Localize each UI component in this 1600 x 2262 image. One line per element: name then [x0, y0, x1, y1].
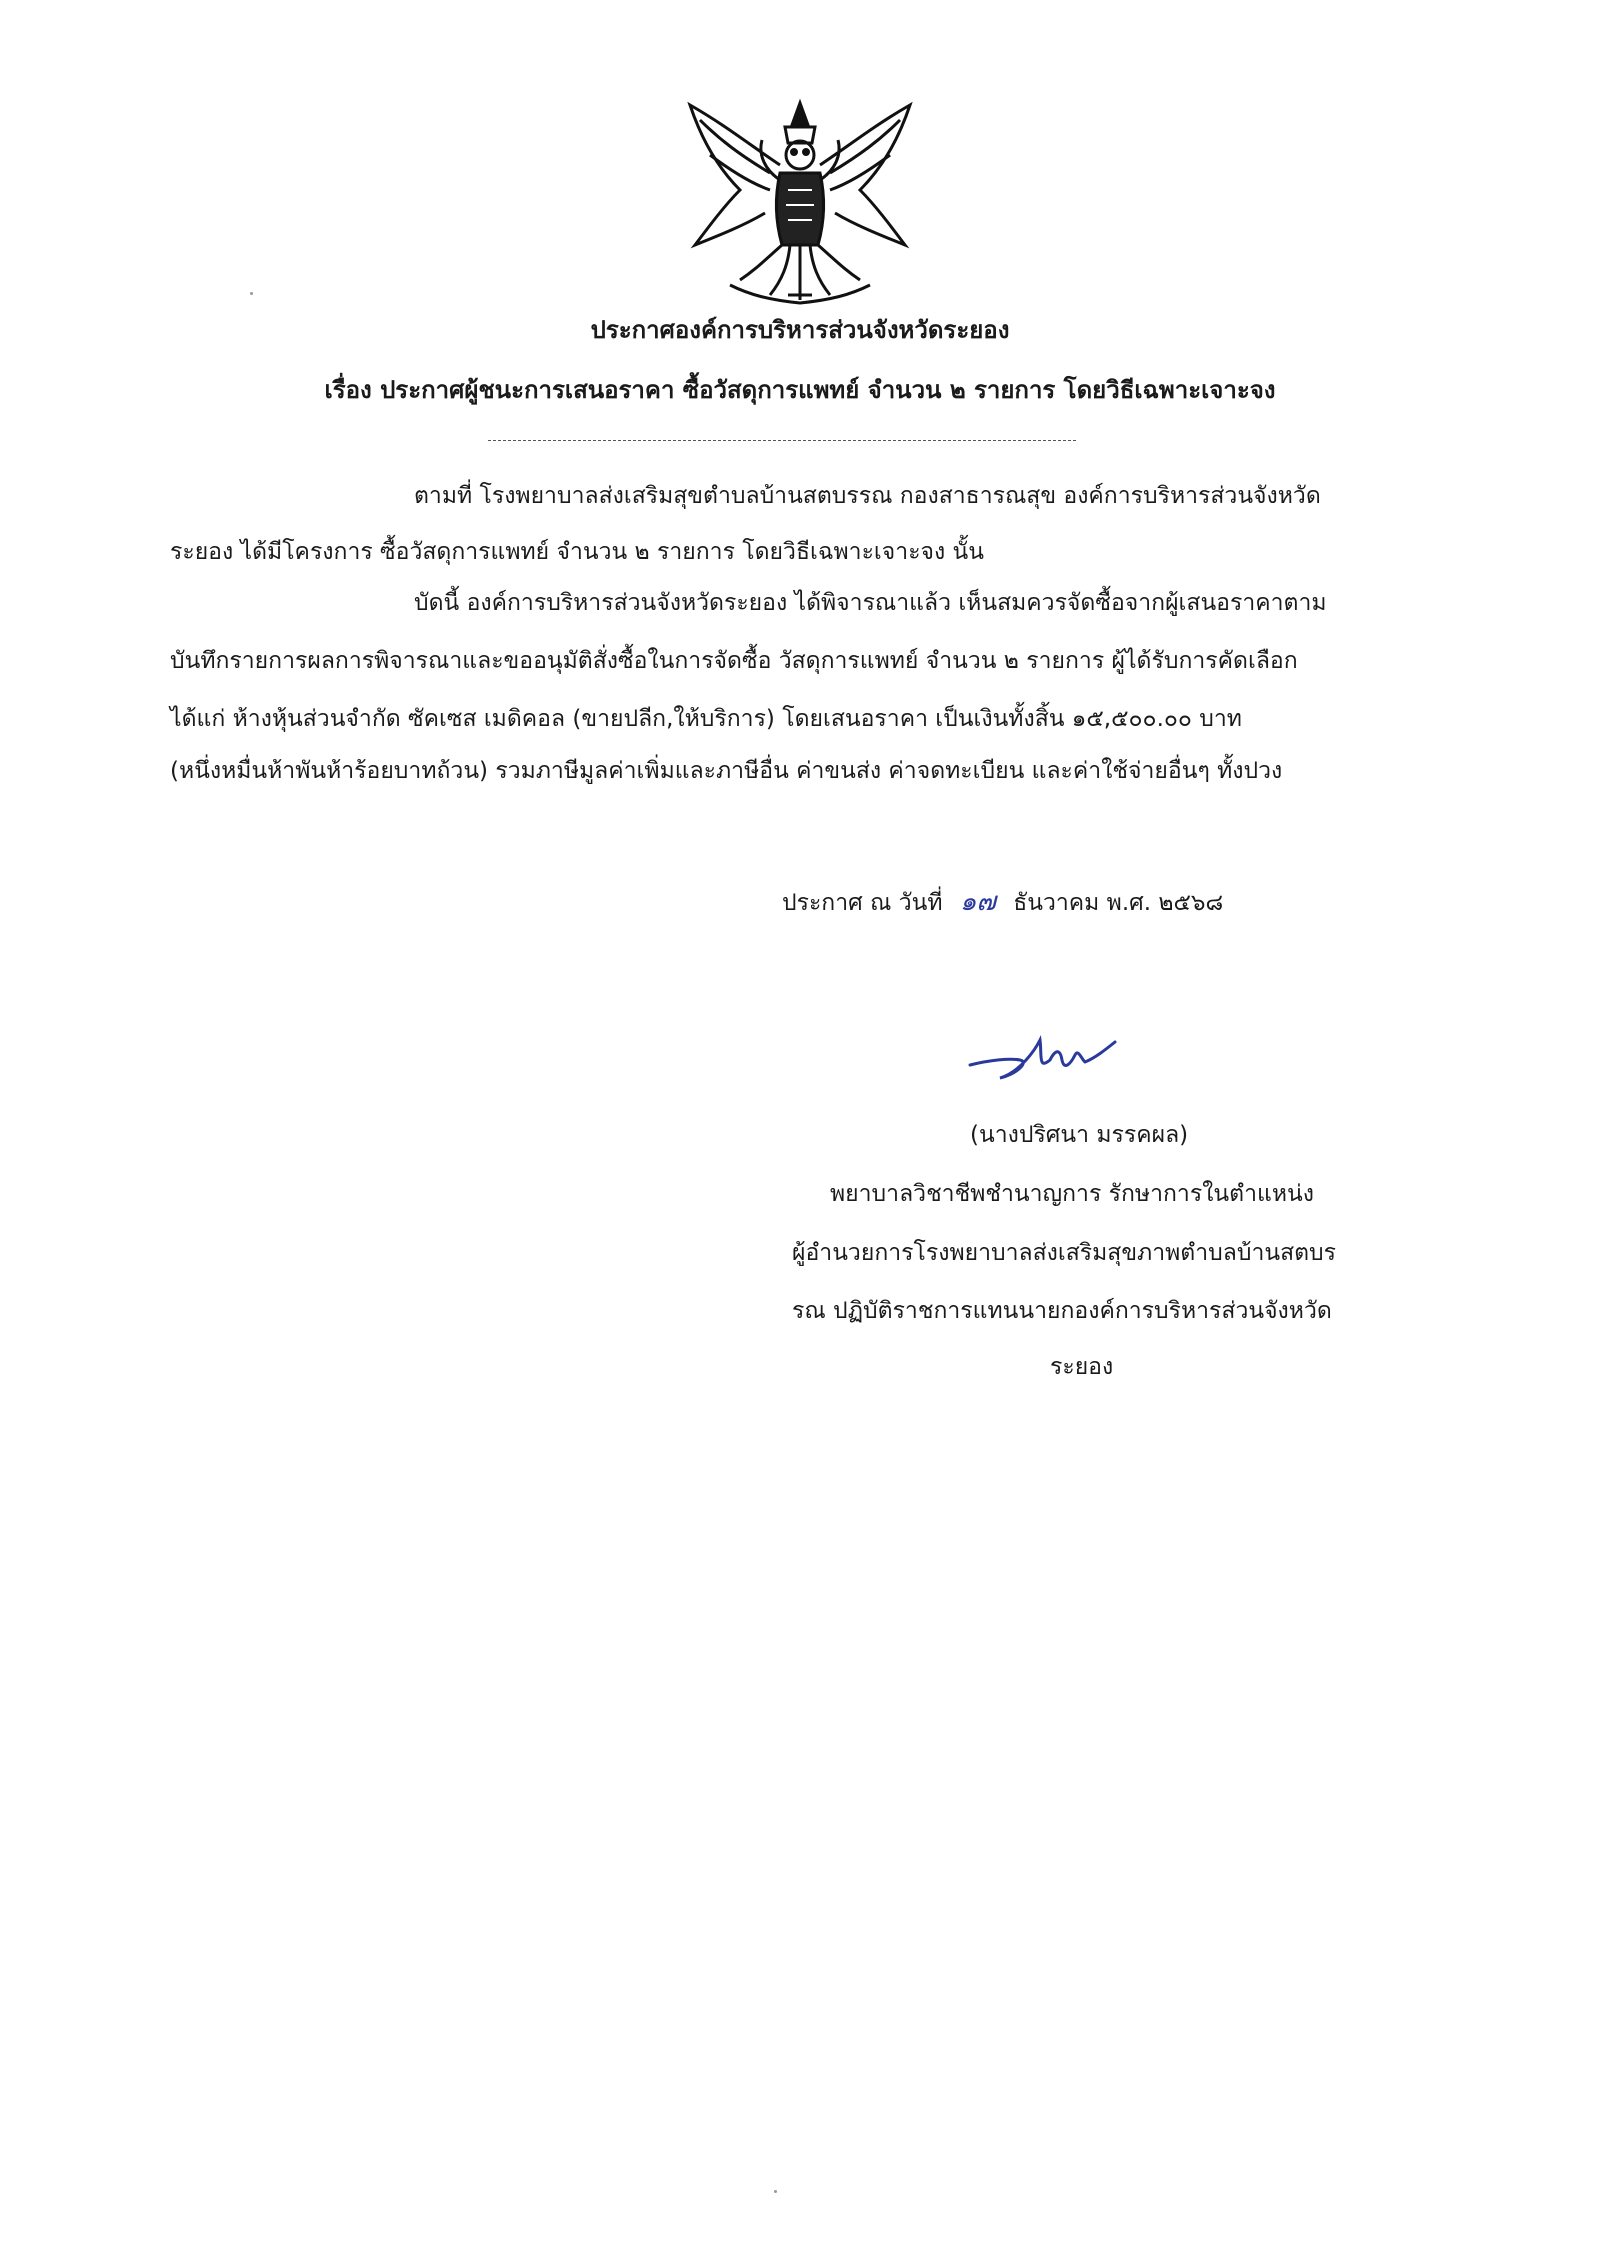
signatory-position-1: พยาบาลวิชาชีพชำนาญการ รักษาการในตำแหน่ง: [830, 1181, 1314, 1207]
announcement-date: [782, 889, 1223, 915]
body-line-4: บันทึกรายการผลการพิจารณาและขออนุมัติสั่งซื้อในการจัดซื้อ วัสดุการแพทย์ จำนวน ๒ รายการ ผู้ได้รับการคัดเลือก: [170, 648, 1298, 674]
org-title: ประกาศองค์การบริหารส่วนจังหวัดระยอง: [590, 316, 1010, 344]
body-line-5: ได้แก่ ห้างหุ้นส่วนจำกัด ซัคเซส เมดิคอล (ขายปลีก,ให้บริการ) โดยเสนอราคา เป็นเงินทั้งสิ้น ๑๕,๕๐๐.๐๐ บาท: [170, 706, 1242, 732]
garuda-emblem-icon: [670, 95, 930, 310]
signatory-position-2: ผู้อำนวยการโรงพยาบาลส่งเสริมสุขภาพตำบลบ้านสตบร: [792, 1240, 1337, 1266]
body-line-2: ระยอง ได้มีโครงการ ซื้อวัสดุการแพทย์ จำนวน ๒ รายการ โดยวิธีเฉพาะเจาะจง นั้น: [170, 539, 985, 565]
subject-title: เรื่อง ประกาศผู้ชนะการเสนอราคา ซื้อวัสดุการแพทย์ จำนวน ๒ รายการ โดยวิธีเฉพาะเจาะจง: [324, 376, 1276, 404]
signature-icon: [960, 1020, 1140, 1100]
body-line-3: บัดนี้ องค์การบริหารส่วนจังหวัดระยอง ได้พิจารณาแล้ว เห็นสมควรจัดซื้อจากผู้เสนอราคาตาม: [414, 590, 1327, 616]
divider: [488, 440, 1076, 441]
signatory-position-4: ระยอง: [1050, 1354, 1114, 1380]
body-line-6: (หนึ่งหมื่นห้าพันห้าร้อยบาทถ้วน) รวมภาษีมูลค่าเพิ่มและภาษีอื่น ค่าขนส่ง ค่าจดทะเบียน และค่าใช้จ่ายอื่นๆ ทั้งปวง: [170, 758, 1283, 784]
scan-speck: [250, 292, 253, 295]
date-day: ๑๗: [959, 887, 996, 917]
signatory-name: (นางปริศนา มรรคผล): [970, 1122, 1189, 1148]
scan-speck: [774, 2190, 777, 2193]
date-suffix: ธันวาคม พ.ศ. ๒๕๖๘: [1013, 890, 1224, 916]
body-line-1: ตามที่ โรงพยาบาลส่งเสริมสุขตำบลบ้านสตบรรณ กองสาธารณสุข องค์การบริหารส่วนจังหวัด: [414, 483, 1321, 509]
date-prefix: ประกาศ ณ วันที่: [782, 890, 943, 916]
signatory-position-3: รณ ปฏิบัติราชการแทนนายกองค์การบริหารส่วนจังหวัด: [792, 1298, 1332, 1324]
